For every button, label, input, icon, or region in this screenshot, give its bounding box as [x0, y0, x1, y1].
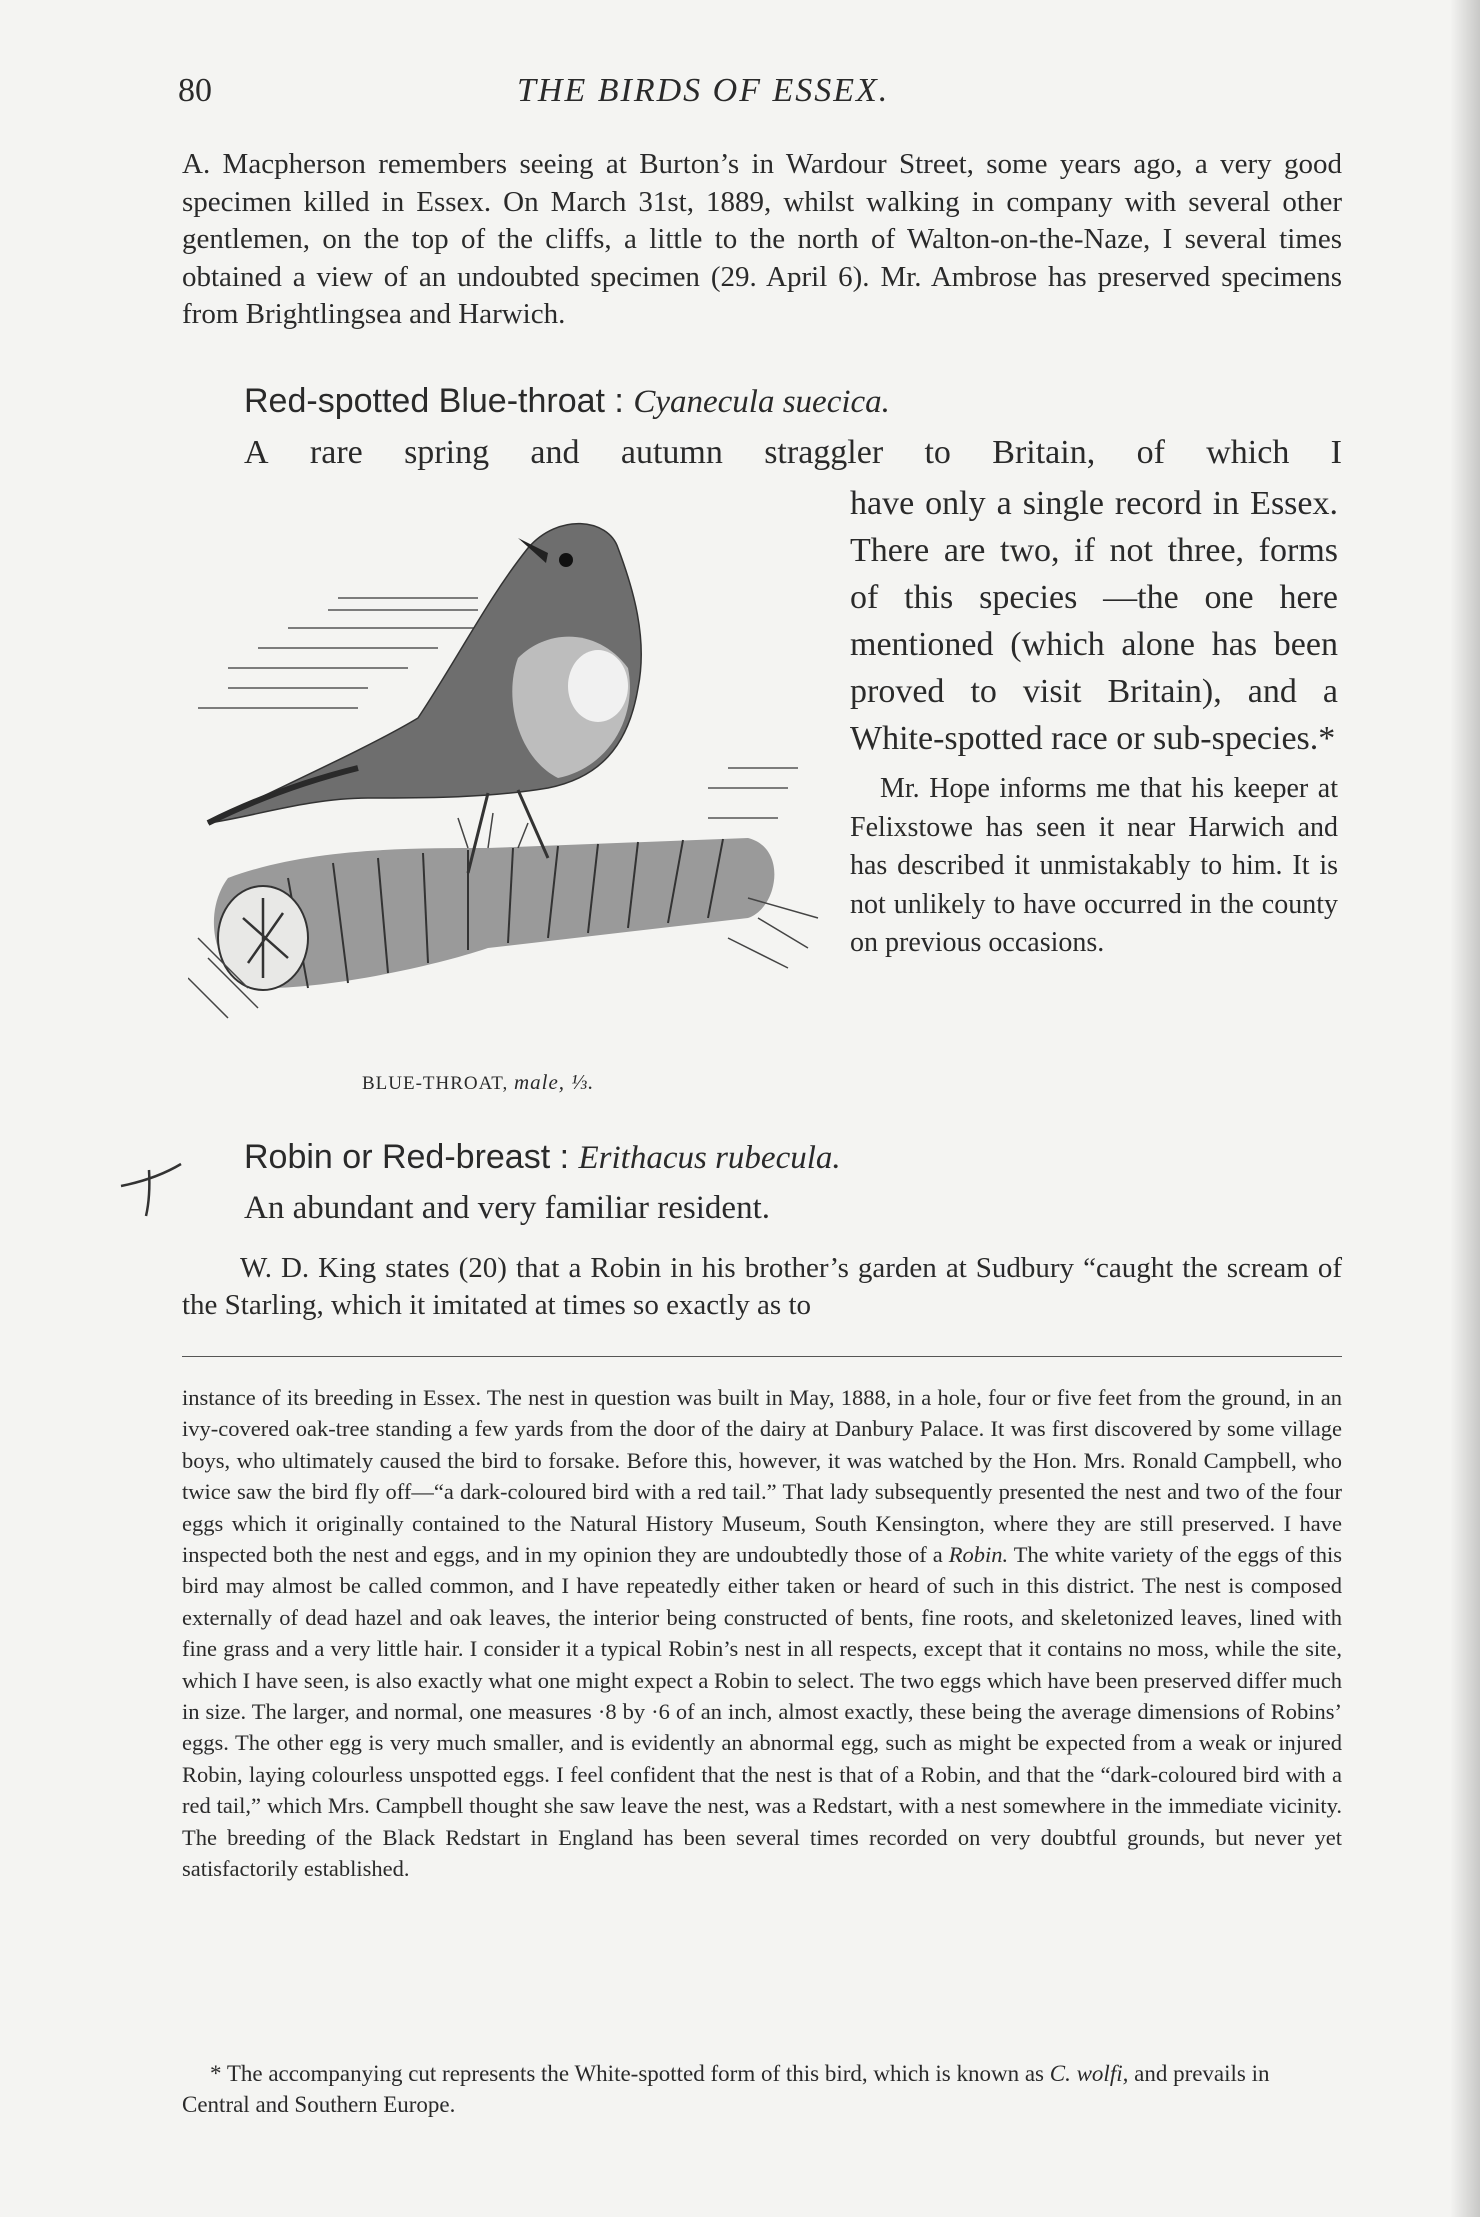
footnote-main	[182, 1382, 1342, 1885]
caption-prefix: BLUE-THROAT,	[362, 1073, 509, 1094]
first-line-word: A	[244, 434, 269, 471]
footnote-text-1: instance of its breeding in Essex. The nest in question was built in May, 1888, in a hole, four or five feet from the ground, in an ivy-covered oak-tree standing a few yards from the door of the dairy at Danbury Palace. It was first discovered by some village boys, who ultimately caused the bird to forsake. Before this, however, it was watched by the Hon. Mrs. Ronald Campbell, who twice saw the bird fly off—“a dark-coloured bird with a red tail.” That lady subsequently presented the nest and two of the four eggs which it originally contained to the Natural History Museum, South Kensington, where they are still preserved. I have inspected both the nest and eggs, and in my opinion they are undoubtedly those of a	[182, 1385, 1342, 1568]
first-line-word: to	[924, 434, 951, 471]
page-number: 80	[178, 72, 212, 109]
first-line-word: spring	[404, 434, 490, 471]
footnote-star-text-2: and prevails in Central and Southern Europe.	[182, 2061, 1270, 2118]
bluethroat-common-name: Red-spotted Blue-throat :	[244, 382, 624, 420]
first-line-word: straggler	[764, 434, 884, 471]
bluethroat-hope-paragraph: Mr. Hope informs me that his keeper at Felixstowe has seen it near Harwich and has described it unmistakably to him. It is not unlikely to have occurred in the county on previous occasions.	[850, 773, 1338, 958]
first-line-word: and	[530, 434, 580, 471]
robin-description: An abundant and very familiar resident.	[244, 1190, 770, 1226]
bird-on-branch-engraving-icon	[188, 518, 828, 1058]
bluethroat-heading	[244, 382, 890, 421]
running-head: THE BIRDS OF ESSEX.	[517, 72, 890, 109]
first-line-word: rare	[309, 434, 363, 471]
intro-paragraph	[182, 146, 1342, 334]
footnote-italic-word: Robin.	[948, 1542, 1009, 1568]
bluethroat-first-line	[244, 434, 1342, 472]
pencil-cross-mark-icon	[116, 1148, 186, 1218]
first-line-word: of	[1136, 434, 1165, 471]
footnote-star-text-1: * The accompanying cut represents the White-spotted form of this bird, which is known as	[210, 2061, 1044, 2086]
robin-paragraph-text: W. D. King states (20) that a Robin in his brother’s garden at Sudbury “caught the scream of the Starling, which it imitated at times so exactly as to	[182, 1252, 1342, 1321]
first-line-word: autumn	[620, 434, 723, 471]
first-line-word: which	[1206, 434, 1290, 471]
footnote-star-italic: C. wolfi,	[1049, 2061, 1129, 2086]
bluethroat-scientific-name: Cyanecula suecica.	[633, 384, 890, 420]
intro-text: A. Macpherson remembers seeing at Burton’s in Wardour Street, some years ago, a very good specimen killed in Essex. On March 31st, 1889, whilst walking in company with several other gentlemen, on the top of the cliffs, a little to the north of Walton-on-the-Naze, I several times obtained a view of an undoubted specimen (29. April 6). Mr. Ambrose has preserved specimens from Brightlingsea and Harwich.	[182, 148, 1342, 330]
footnote-text-2: The white variety of the eggs of this bird may almost be called common, and I have repeatedly either taken or heard of such in this district. The nest is composed externally of dead hazel and oak leaves, the interior being constructed of bents, fine roots, and skeletonized leaves, lined with fine grass and a very little hair. I consider it a typical Robin’s nest in all respects, except that it contains no moss, while the site, which I have seen, is also exactly what one might expect a Robin to select. The two eggs which have been preserved differ much in size. The larger, and normal, one measures ·8 by ·6 of an inch, almost exactly, these being the average dimensions of Robins’ eggs. The other egg is very much smaller, and is evidently an abnormal egg, such as might be expected from a weak or injured Robin, laying colourless unspotted eggs. I feel confident that the nest is that of a Robin, and that the “dark-coloured bird with a red tail,” which Mrs. Campbell thought she saw leave the nest, was a Redstart, with a nest somewhere in the immediate vicinity. The breeding of the Black Redstart in England has been several times recorded on very doubtful grounds, but never yet satisfactorily established.	[182, 1542, 1343, 1882]
robin-heading	[244, 1138, 841, 1177]
caption-italic: male, ⅓.	[513, 1070, 595, 1094]
first-line-word: Britain,	[992, 434, 1096, 471]
footnote-rule	[182, 1356, 1342, 1357]
figure-caption	[362, 1070, 594, 1095]
page-edge-shadow	[1450, 0, 1480, 2217]
first-line-word: I	[1330, 434, 1342, 471]
robin-common-name: Robin or Red-breast :	[244, 1138, 570, 1176]
bluethroat-side-paragraph: have only a single record in Essex. There are two, if not three, forms of this species —the one here mentioned (which alone has been proved to visit Britain), and a White-spotted race or sub-species.*	[850, 485, 1338, 757]
footnote-star	[182, 2058, 1342, 2121]
robin-scientific-name: Erithacus rubecula.	[578, 1140, 841, 1176]
robin-paragraph	[182, 1250, 1342, 1324]
bluethroat-side-text	[850, 480, 1338, 963]
